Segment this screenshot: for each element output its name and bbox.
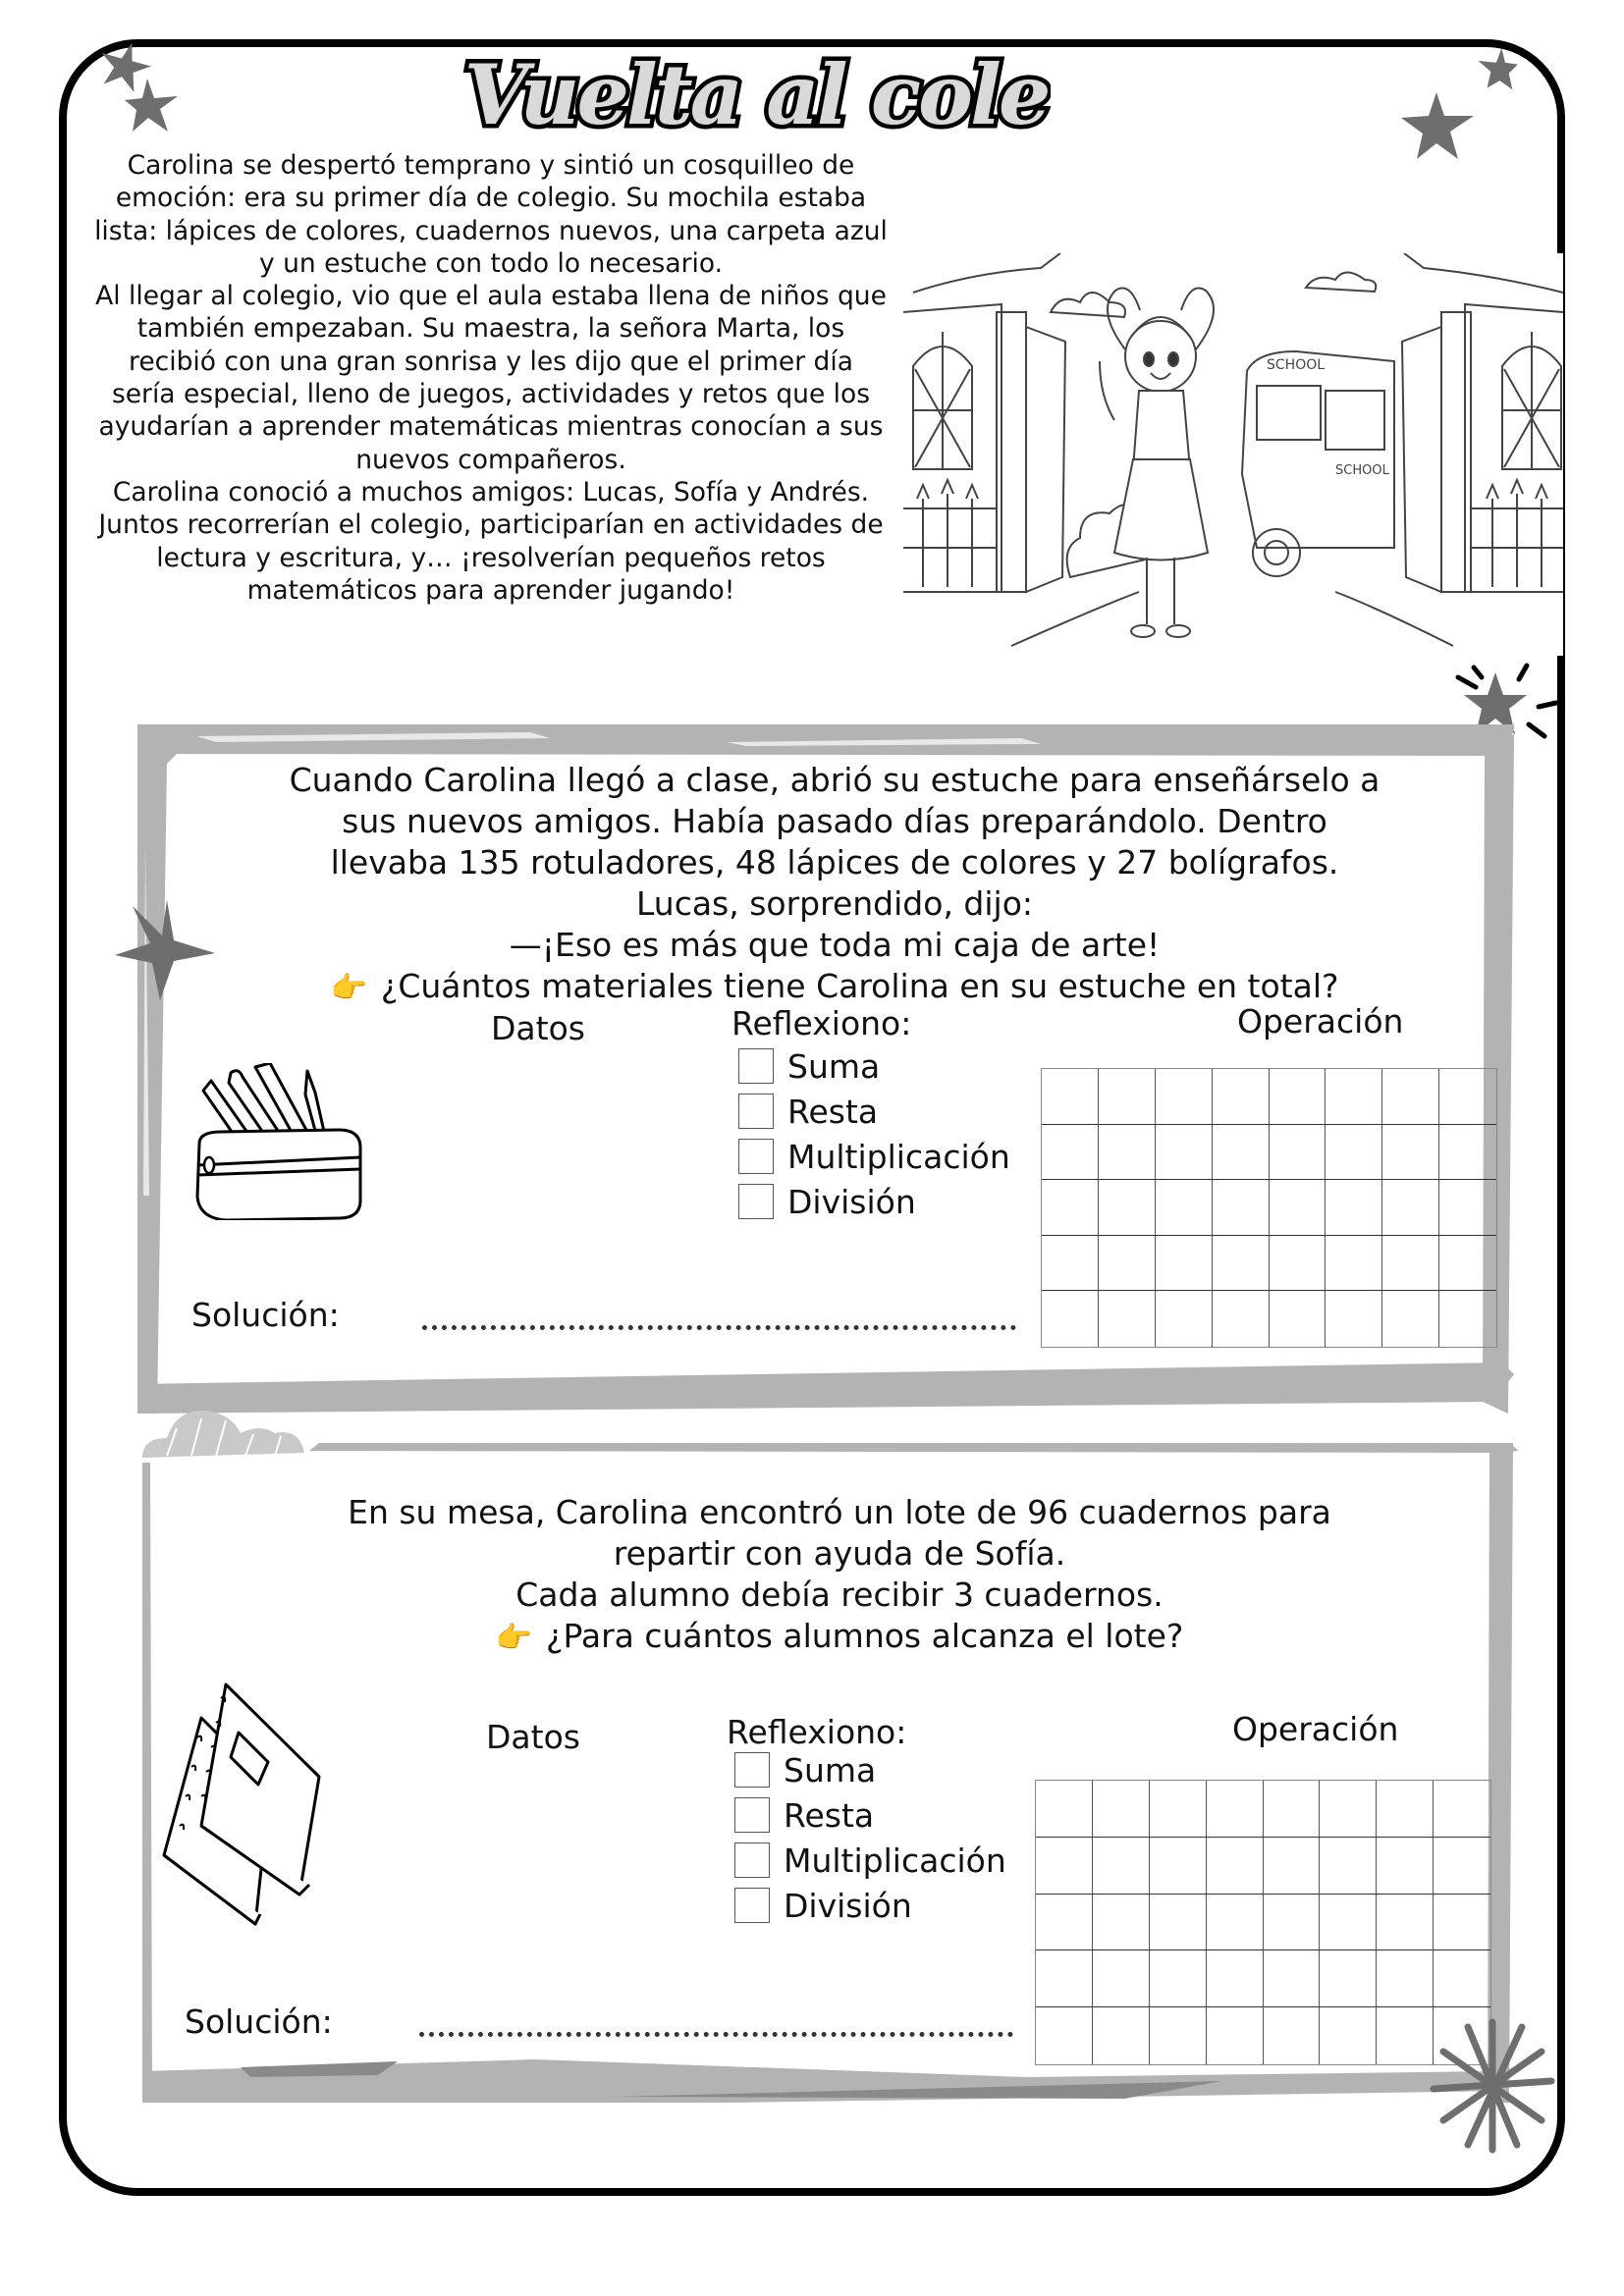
checkbox[interactable] [734,1797,770,1833]
option-resta[interactable] [738,1089,1010,1134]
grid-cell[interactable] [1150,2007,1207,2064]
grid-cell[interactable] [1213,1236,1270,1292]
grid-cell[interactable] [1377,1950,1434,2007]
option-multiplicacion[interactable] [734,1838,1006,1883]
grid-cell[interactable] [1326,1125,1382,1181]
option-resta[interactable] [734,1792,1006,1838]
grid-cell[interactable] [1270,1069,1326,1125]
grid-cell[interactable] [1326,1069,1382,1125]
grid-cell[interactable] [1036,2007,1093,2064]
solucion-label: Solución: [185,2002,333,2041]
grid-cell[interactable] [1042,1069,1099,1125]
problem-2-card [142,1443,1519,2103]
grid-cell[interactable] [1320,1895,1377,1951]
grid-cell[interactable] [1093,1895,1150,1951]
grid-cell[interactable] [1382,1291,1439,1347]
story-text [93,149,889,607]
grid-cell[interactable] [1099,1236,1156,1292]
grid-cell[interactable] [1093,2007,1150,2064]
star-icon [123,77,182,135]
girl-at-school-gate-illustration [903,253,1563,656]
solucion-label: Solución: [191,1296,340,1334]
option-suma[interactable] [734,1747,1006,1792]
option-label: División [787,1182,916,1221]
grid-cell[interactable] [1150,1781,1207,1838]
grid-cell[interactable] [1150,1895,1207,1951]
grid-cell[interactable] [1434,1781,1490,1838]
grid-cell[interactable] [1264,1838,1321,1895]
pointing-hand-icon: 👉 [330,971,367,1005]
checkbox[interactable] [738,1139,774,1174]
grid-cell[interactable] [1320,2007,1377,2064]
grid-cell[interactable] [1434,1895,1490,1951]
grid-cell[interactable] [1099,1125,1156,1181]
checkbox[interactable] [734,1888,770,1923]
grid-cell[interactable] [1099,1291,1156,1347]
grid-cell[interactable] [1156,1069,1213,1125]
checkbox[interactable] [738,1094,774,1129]
problem-line: En su mesa, Carolina encontró un lote de 96 cuadernos para [348,1493,1331,1531]
grid-cell[interactable] [1150,1950,1207,2007]
grid-cell[interactable] [1377,1895,1434,1951]
operacion-label: Operación [1237,1002,1404,1041]
grid-cell[interactable] [1439,1125,1496,1181]
grid-cell[interactable] [1036,1895,1093,1951]
grid-cell[interactable] [1207,2007,1264,2064]
option-multiplicacion[interactable] [738,1134,1010,1179]
grid-cell[interactable] [1093,1781,1150,1838]
grid-cell[interactable] [1320,1838,1377,1895]
grid-cell[interactable] [1326,1236,1382,1292]
problem-2-text [182,1492,1497,1659]
datos-label: Datos [491,1009,585,1047]
operation-options [734,1747,1006,1928]
grid-cell[interactable] [1150,1838,1207,1895]
grid-cell[interactable] [1099,1180,1156,1236]
grid-cell[interactable] [1093,1950,1150,2007]
grid-cell[interactable] [1264,1781,1321,1838]
grid-cell[interactable] [1382,1236,1439,1292]
bus-sign-top: SCHOOL [1267,357,1326,373]
grid-cell[interactable] [1382,1069,1439,1125]
grid-cell[interactable] [1439,1069,1496,1125]
grid-cell[interactable] [1093,1838,1150,1895]
option-label: Multiplicación [787,1137,1010,1176]
solution-answer-line[interactable] [422,1325,1016,1330]
story-paragraph: Carolina conoció a muchos amigos: Lucas, Sofía y Andrés. Juntos recorrerían el colegio, participarían en actividades de lectura y escritura, y… ¡resolverían pequeños retos matemáticos para aprender jugando! [98,476,884,606]
grid-cell[interactable] [1320,1781,1377,1838]
option-division[interactable] [734,1883,1006,1928]
grid-cell[interactable] [1382,1180,1439,1236]
grid-cell[interactable] [1207,1950,1264,2007]
operacion-label: Operación [1232,1710,1399,1748]
grid-cell[interactable] [1439,1291,1496,1347]
grid-cell[interactable] [1270,1236,1326,1292]
problem-line: Cada alumno debía recibir 3 cuadernos. [515,1575,1164,1614]
reflexiono-label: Reflexiono: [731,1004,912,1042]
checkbox[interactable] [738,1048,774,1084]
option-label: Resta [784,1795,875,1835]
datos-label: Datos [486,1718,580,1756]
checkbox[interactable] [734,1842,770,1878]
grid-cell[interactable] [1264,1895,1321,1951]
grid-cell[interactable] [1207,1838,1264,1895]
grid-cell[interactable] [1270,1291,1326,1347]
notebooks-icon [162,1679,358,1934]
reflexiono-label: Reflexiono: [727,1713,907,1751]
grid-cell[interactable] [1042,1236,1099,1292]
grid-cell[interactable] [1156,1125,1213,1181]
grid-cell[interactable] [1326,1291,1382,1347]
grid-cell[interactable] [1264,1950,1321,2007]
question-text: ¿Para cuántos alumnos alcanza el lote? [545,1617,1184,1655]
grid-cell[interactable] [1434,1838,1490,1895]
checkbox[interactable] [738,1184,774,1219]
problem-question [182,1616,1497,1659]
title-text: Vuelta al cole [463,46,1049,143]
problem-1-card [137,724,1514,1414]
grid-cell[interactable] [1036,1950,1093,2007]
grid-cell[interactable] [1213,1069,1270,1125]
grid-cell[interactable] [1270,1125,1326,1181]
star-icon [1424,2012,1561,2160]
pencil-case-icon [191,1063,368,1220]
option-label: Suma [787,1046,881,1086]
option-suma[interactable] [738,1043,1010,1089]
option-label: Resta [787,1092,879,1131]
grid-cell[interactable] [1042,1125,1099,1181]
grid-cell[interactable] [1099,1069,1156,1125]
grid-cell[interactable] [1036,1838,1093,1895]
star-icon [1399,88,1478,167]
pointing-hand-icon: 👉 [495,1621,532,1655]
grid-cell[interactable] [1156,1291,1213,1347]
grid-cell[interactable] [1439,1180,1496,1236]
checkbox[interactable] [734,1752,770,1788]
grid-cell[interactable] [1382,1125,1439,1181]
grid-cell[interactable] [1042,1291,1099,1347]
grid-cell[interactable] [1213,1291,1270,1347]
question-text: ¿Cuántos materiales tiene Carolina en su estuche en total? [380,967,1339,1005]
option-label: División [784,1886,912,1925]
grid-cell[interactable] [1270,1180,1326,1236]
option-label: Multiplicación [784,1841,1006,1880]
problem-line: llevaba 135 rotuladores, 48 lápices de colores y 27 bolígrafos. [330,843,1339,881]
problem-line: Cuando Carolina llegó a clase, abrió su estuche para enseñárselo a [289,761,1380,799]
grid-cell[interactable] [1156,1180,1213,1236]
page-title [461,39,1051,147]
story-paragraph: Al llegar al colegio, vio que el aula estaba llena de niños que también empezaban. Su maestra, la señora Marta, los recibió con una gran sonrisa y les dijo que el primer día sería especial, lleno de juegos, actividades y retos que los ayudarían a aprender matemáticas mientras conocían a sus nuevos compañeros. [95,281,887,475]
grid-cell[interactable] [1377,1838,1434,1895]
grid-cell[interactable] [1320,1950,1377,2007]
grid-cell[interactable] [1156,1236,1213,1292]
bus-sign-side: SCHOOL [1335,463,1389,478]
option-label: Suma [784,1750,877,1789]
problem-line: repartir con ayuda de Sofía. [613,1534,1066,1573]
option-division[interactable] [738,1179,1010,1224]
grid-cell[interactable] [1207,1781,1264,1838]
problem-1-text [177,760,1492,1009]
operation-grid[interactable] [1041,1068,1497,1348]
star-icon [1473,44,1527,98]
grid-cell[interactable] [1036,1781,1093,1838]
operation-options [738,1043,1010,1224]
grid-cell[interactable] [1439,1236,1496,1292]
grid-cell[interactable] [1264,2007,1321,2064]
grid-cell[interactable] [1042,1180,1099,1236]
story-paragraph: Carolina se despertó temprano y sintió un cosquilleo de emoción: era su primer día de colegio. Su mochila estaba lista: lápices de colores, cuadernos nuevos, una carpeta azul y un estuche con todo lo necesario. [94,150,888,279]
grid-cell[interactable] [1434,1950,1490,2007]
grid-cell[interactable] [1207,1895,1264,1951]
solution-answer-line[interactable] [419,2032,1013,2037]
problem-line: —¡Eso es más que toda mi caja de arte! [509,926,1161,964]
grid-cell[interactable] [1377,1781,1434,1838]
grid-cell[interactable] [1213,1180,1270,1236]
problem-line: Lucas, sorprendido, dijo: [635,884,1034,923]
problem-line: sus nuevos amigos. Había pasado días preparándolo. Dentro [342,802,1327,840]
grid-cell[interactable] [1326,1180,1382,1236]
grid-cell[interactable] [1213,1125,1270,1181]
